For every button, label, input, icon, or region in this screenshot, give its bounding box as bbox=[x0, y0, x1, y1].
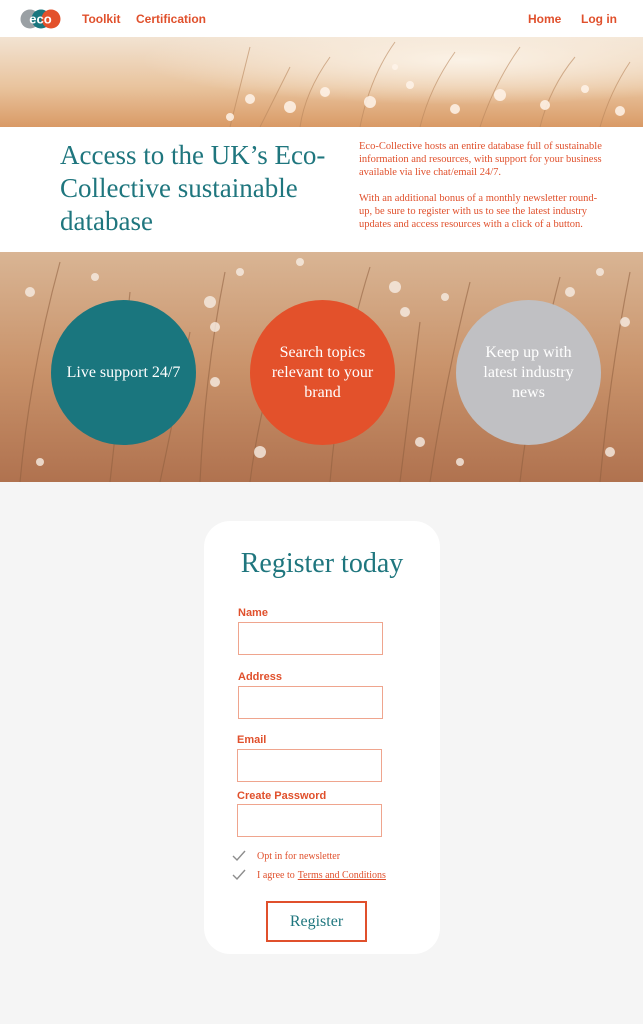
logo-text: eco bbox=[29, 11, 52, 27]
register-title: Register today bbox=[240, 548, 404, 579]
hero-banner-image bbox=[0, 37, 643, 127]
intro-description bbox=[359, 140, 609, 231]
newsletter-label: Opt in for newsletter bbox=[257, 850, 341, 862]
password-input[interactable] bbox=[237, 804, 382, 837]
email-label: Email bbox=[237, 734, 267, 746]
newsletter-checkbox[interactable] bbox=[232, 848, 340, 864]
terms-checkbox[interactable] bbox=[232, 867, 386, 883]
name-input[interactable] bbox=[238, 622, 383, 655]
name-label: Name bbox=[238, 607, 268, 619]
address-input[interactable] bbox=[238, 686, 383, 719]
checkmark-icon[interactable] bbox=[232, 849, 246, 863]
checkmark-icon[interactable] bbox=[232, 868, 246, 882]
intro-heading: Access to the UK’s Eco-Collective sustainable database bbox=[60, 140, 326, 236]
feature-industry-news: Keep up with latest industry news bbox=[456, 300, 601, 445]
nav-link-toolkit[interactable]: Toolkit bbox=[82, 12, 121, 26]
nav-link-certification[interactable]: Certification bbox=[136, 12, 207, 26]
address-label: Address bbox=[238, 671, 283, 683]
intro-section bbox=[0, 127, 643, 252]
intro-paragraph-2: With an additional bonus of a monthly newsletter round-up, be sure to register with us to see the latest industry updates and access resources with a click of a button. bbox=[359, 193, 598, 230]
email-input[interactable] bbox=[237, 749, 382, 782]
top-nav bbox=[0, 0, 643, 37]
terms-link[interactable]: Terms and Conditions bbox=[297, 869, 386, 881]
nav-link-login[interactable]: Log in bbox=[581, 12, 617, 26]
register-card bbox=[204, 521, 440, 954]
nav-link-home[interactable]: Home bbox=[528, 12, 562, 26]
password-label: Create Password bbox=[237, 790, 327, 802]
terms-prefix: I agree to bbox=[257, 869, 295, 881]
register-button[interactable]: Register bbox=[266, 901, 367, 942]
eco-logo[interactable] bbox=[20, 9, 61, 29]
feature-live-support: Live support 24/7 bbox=[51, 300, 196, 445]
intro-paragraph-1: Eco-Collective hosts an entire database full of sustainable information and resources, with support for your business available via live chat/email 24/7. bbox=[359, 141, 602, 178]
feature-search-topics: Search topics relevant to your brand bbox=[250, 300, 395, 445]
